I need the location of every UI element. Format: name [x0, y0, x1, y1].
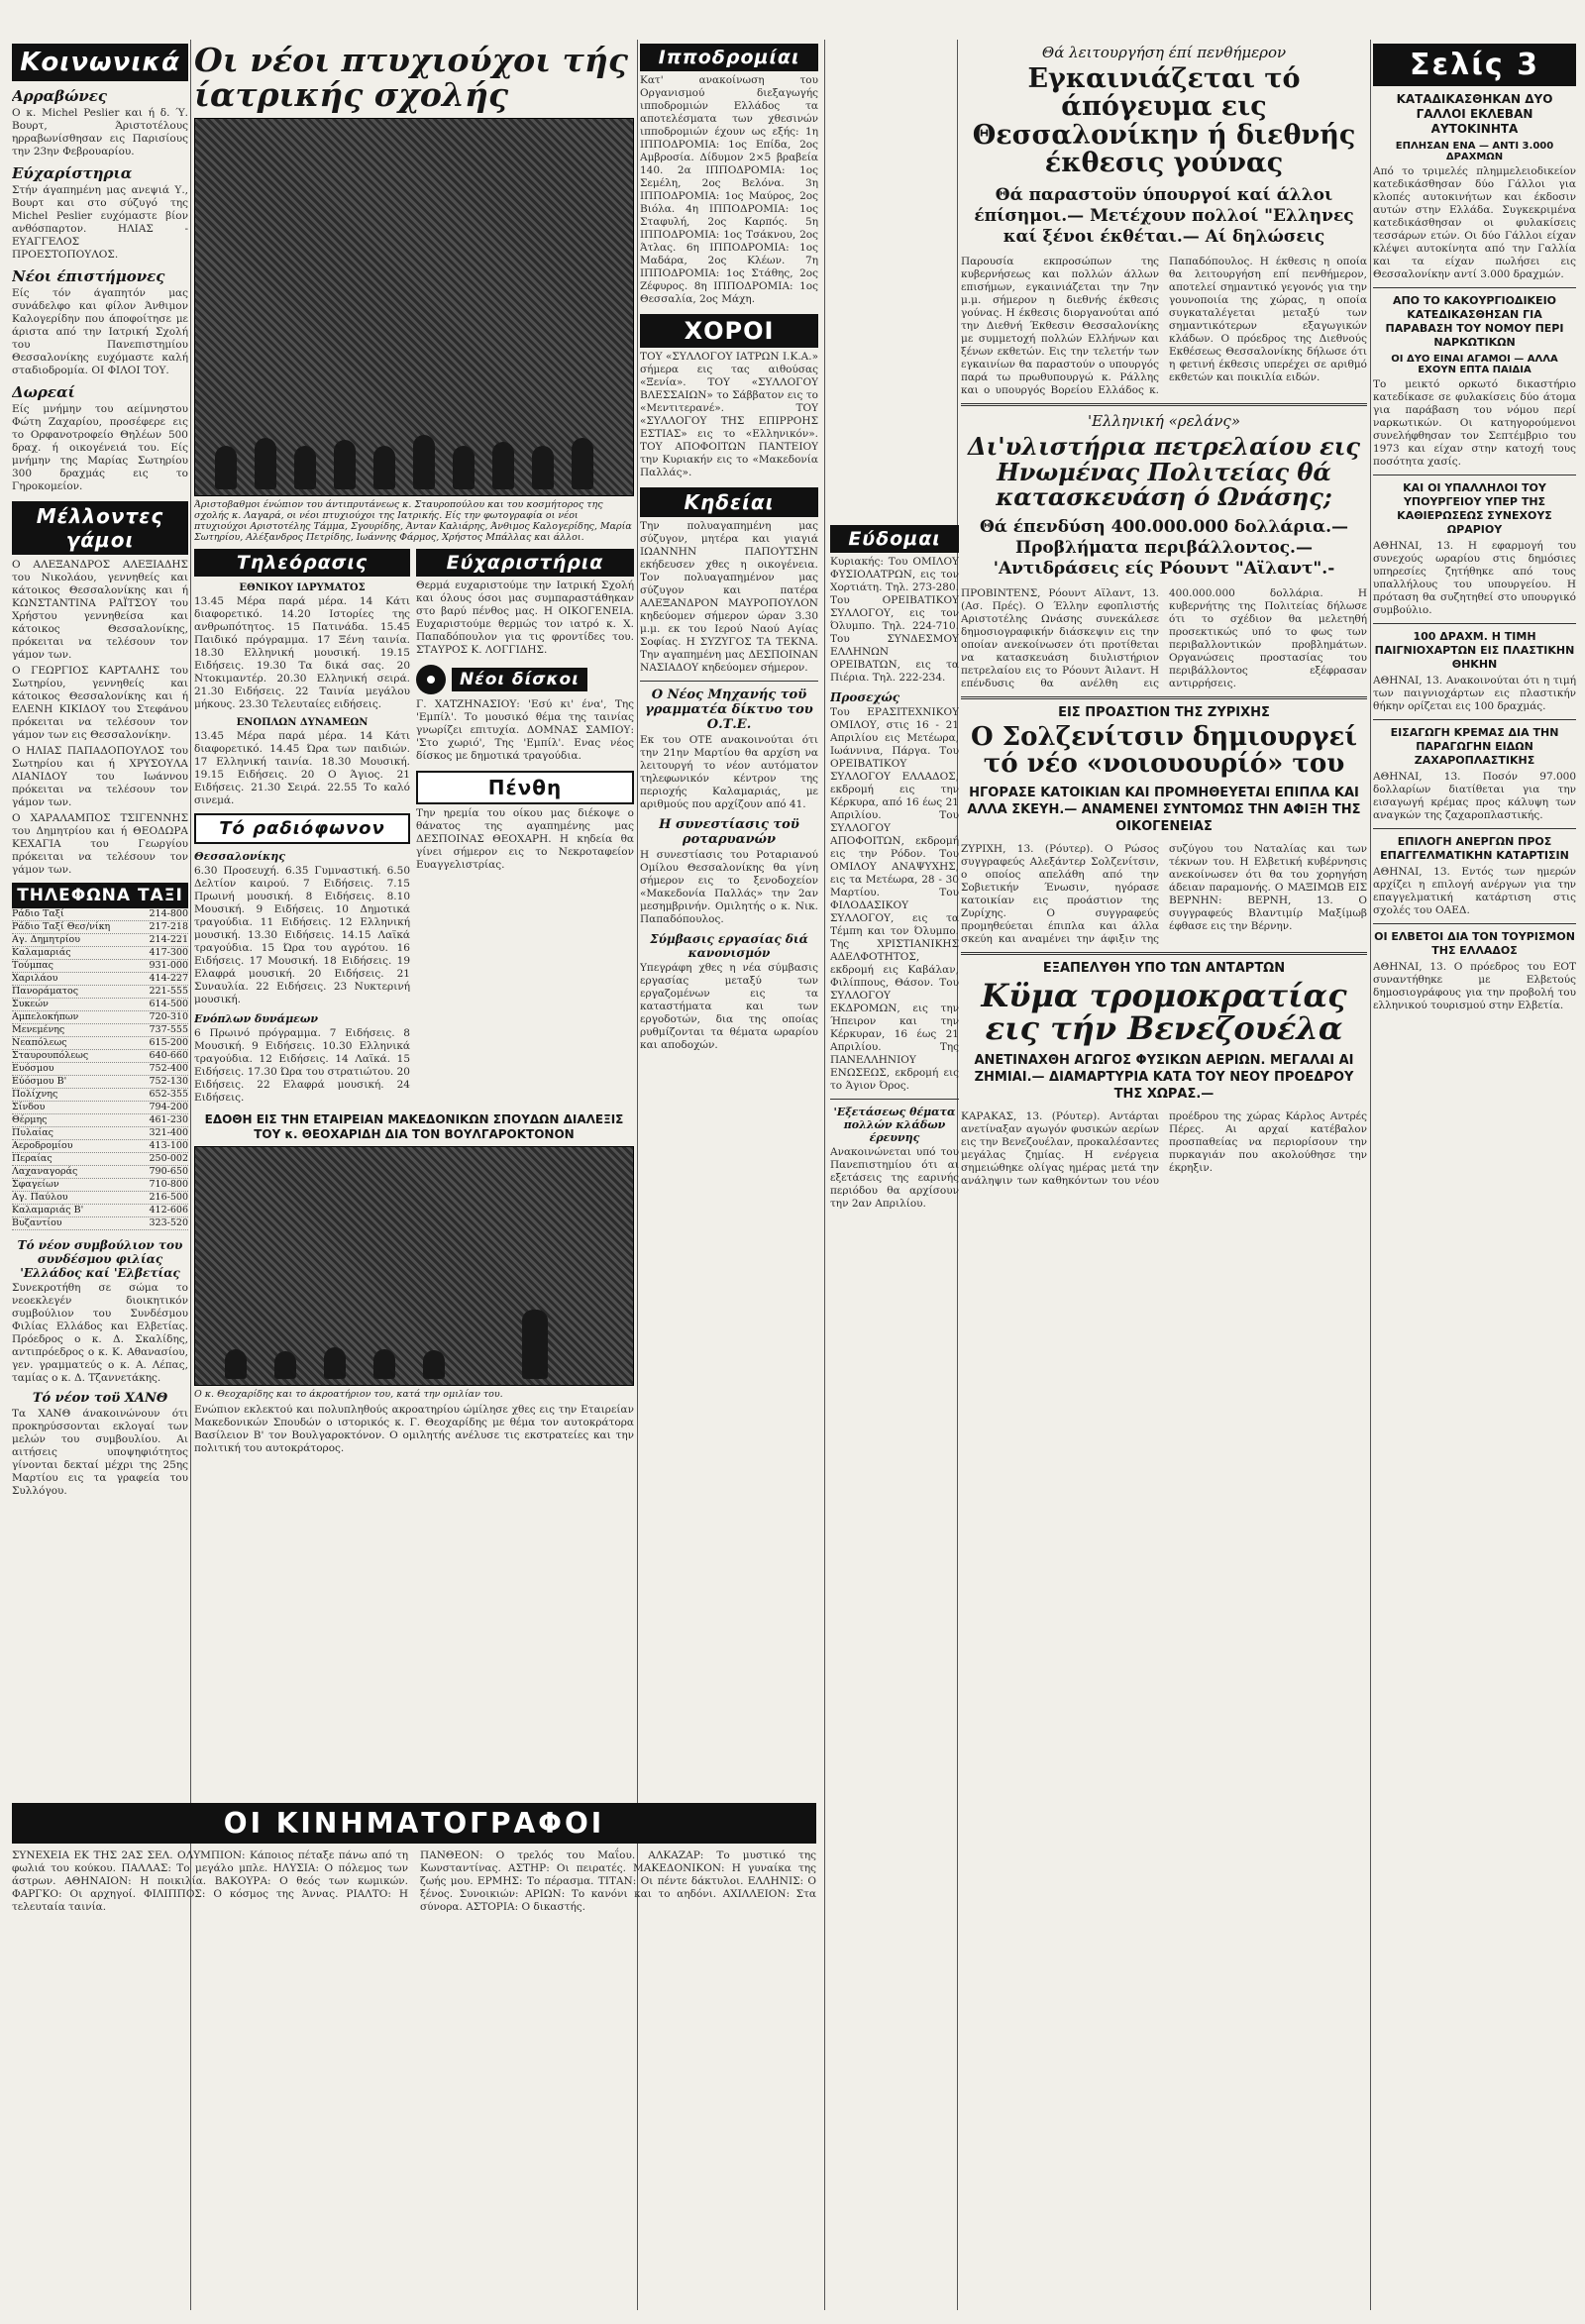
brief-headline: ΚΑΤΑΔΙΚΑΣΘΗΚΑΝ ΔΥΟ ΓΑΛΛΟΙ ΕΚΛΕΒΑΝ ΑΥΤΟΚΙΝΗΤΑ: [1396, 92, 1553, 136]
upcoming-header: Προσεχώς: [830, 690, 900, 704]
taxi-station-name: Σίνδου: [12, 1102, 46, 1112]
exams-text: Ανακοινώνεται υπό του Πανεπιστημίου ότι αι εξετάσεις της εαρινής περιόδου θα αρχίσουν την 2αν Απριλίου.: [830, 1146, 959, 1210]
fur-fair-subhead: Θά παραστοϋν ύπουργοί καί άλλοι έπίσημοι.— Μετέχουν πολλοί "Ελληνες καί ξένοι έκθέται.— Αί δηλώσεις: [974, 185, 1354, 248]
taxi-station-name: Καλαμαριάς Β': [12, 1205, 84, 1215]
taxi-phone-row: [12, 1127, 188, 1140]
labour-text: Υπεγράφη χθες η νέα σύμβασις εργασίας μεταξύ των εργαζομένων εις τα καταστήματα και των εργοδοτών, δια της οποίας ρυθμίζονται τα θέματα ωραρίου και αποδοχών.: [640, 962, 818, 1051]
section-text: Ο κ. Michel Peslier και ή δ. Ύ. Βουρτ, Άριστοτέλους ηρραβωνίσθησαν εις Παρισίους την 23ην Φεβρουαρίου.: [12, 107, 188, 158]
discs-header-row: [416, 665, 634, 694]
wedding-notice: Ο ΑΛΕΞΑΝΔΡΟΣ ΑΛΕΞΙΑΔΗΣ του Νικολάου, γεννηθείς και κάτοικος Θεσσαλονίκης και ή ΚΩΝΣΤΑΝΤΙΝΑ ΡΑΪΤΣΟΥ του Χρήστου γεννηθείσα και κάτοικος Θεσσαλονίκης, πρόκειται να τελέσουν τον γάμον των.: [12, 559, 188, 661]
taxi-station-name: Νεαπόλεως: [12, 1037, 67, 1048]
taxi-phone-number: 216-500: [149, 1192, 188, 1203]
taxi-station-name: Σταυρουπόλεως: [12, 1050, 89, 1061]
taxi-station-name: Πανοράματος: [12, 986, 79, 997]
funerals-text: Την πολυαγαπημένη μας σύζυγον, μητέρα και γιαγιά ΙΩΑΝΝΗΝ ΠΑΠΟΥΤΣΗΝ εκήδευσεν χθες η οικογένεια. Τον πολυαγαπημένον μας σύζυγον και πατέρα ΑΛΕΞΑΝΔΡΟΝ ΜΑΥΡΟΠΟΥΛΟΝ κηδεύομεν σήμερον ώραν 3.30 μ.μ. εκ του Ιερού Ναού Αγίας Σοφίας. Η ΣΥΖΥΓΟΣ ΤΑ ΤΕΚΝΑ. Την αγαπημένη μας ΔΕΣΠΟΙΝΑΝ ΝΑΣΙΑΔΟΥ κηδεύομεν σήμερον.: [640, 520, 818, 674]
onassis-kicker: 'Ελληνική «ρελάνς»: [1087, 412, 1241, 431]
taxi-station-name: Καλαμαριάς: [12, 947, 71, 958]
tv-header: Τηλεόρασις: [194, 549, 410, 577]
fur-fair-article: Παρουσία εκπροσώπων της κυβερνήσεως και πολλών άλλων επισήμων, εγκαινιάζεται την 7ην μ.μ. σήμερον η διεθνής έκθεσις γούνας. Η έκθεσις διοργανούται από την Διεθνή Έκθεσιν Θεσσαλονίκης με συμμετοχή πολλών Ελλήνων και ξένων εκθετών. Εις την τελετήν των εγκαινίων θα παραστούν ο υπουργός παρά τω πρωθυπουργώ κ. Ράλλης και ο υπουργός Βορείου Ελλάδος κ. Παπαδόπουλος. Η έκθεσις η οποία θα λειτουργήση επί πενθήμερον, αποτελεί σημαντικό γεγονός για την γουνοποιία της χώρας, η οποία συγκαταλέγεται μεταξύ των σημαντικότερων εξαγωγικών κλάδων. Ο πρόεδρος της Διεθνούς Εκθέσεως Θεσσαλονίκης δήλωσε ότι η φετινή έκθεσις υπερέχει σε αριθμό εκθετών και ποικιλία ειδών.: [961, 256, 1367, 397]
taxi-phone-number: 794-200: [149, 1102, 188, 1112]
medical-school-column: [194, 44, 634, 1787]
taxi-phone-row: [12, 1114, 188, 1127]
taxi-station-name: Ευόσμου: [12, 1063, 54, 1074]
taxi-phone-number: 250-002: [149, 1153, 188, 1164]
taxi-phone-row: [12, 1140, 188, 1153]
solzhenitsyn-headline: Ο Σολζενίτσιν δημιουργεί τό νέο «νοιουουρίό» του: [971, 721, 1357, 780]
taxi-phone-number: 414-227: [149, 973, 188, 984]
taxi-phone-row: [12, 1102, 188, 1114]
discs-text: Γ. ΧΑΤΖΗΝΑΣΙΟΥ: 'Εσύ κι' ένα', Της 'Εμπίλ'. Το μουσικό θέμα της ταινίας γνωρίζει επιτυχία. ΔΟΜΝΑΣ ΣΑΜΙΟΥ: 'Στο χωριό', Της 'Εμπίλ'. Ενας νέος δίσκος με δημοτικά τραγούδια.: [416, 698, 634, 763]
taxi-phone-number: 614-500: [149, 999, 188, 1009]
taxi-phone-number: 323-520: [149, 1217, 188, 1228]
column-rule: [824, 40, 825, 2310]
cinema-header: ΟΙ ΚΙΝΗΜΑΤΟΓΡΑΦΟΙ: [12, 1803, 816, 1844]
brief-headline: ΟΙ ΕΛΒΕΤΟΙ ΔΙΑ ΤΟΝ ΤΟΥΡΙΣΜΟΝ ΤΗΣ ΕΛΛΑΔΟΣ: [1374, 930, 1575, 957]
taxi-phone-row: [12, 934, 188, 947]
tv-station: ΕΘΝΙΚΟΥ ΙΔΡΥΜΑΤΟΣ: [239, 582, 366, 594]
taxi-station-name: Λαχαναγοράς: [12, 1166, 78, 1177]
taxi-phone-row: [12, 1076, 188, 1089]
cinema-listing-b: ΠΑΝΘΕΟΝ: Ο τρελός του Μαΐου. ΑΛΚΑΖΑΡ: Το μυστικό της Κωνσταντίνας. ΑΣΤΗΡ: Οι πειρατές. ΜΑΚΕΔΟΝΙΚΟΝ: Η γυναίκα της ζωής μου. ΕΡΜΗΣ: Το πέρασμα. ΤΙΤΑΝ: Οι πέντε δάκτυλοι. ΕΛΛΗΝΙΣ: Ο ξένος. Συνοικιών: ΑΡΙΩΝ: Το κανόνι και το αηδόνι. ΑΧΙΛΛΕΙΟΝ: Στα σύνορα. ΑΣΤΟΡΙΑ: Ο δικαστής.: [420, 1849, 816, 1913]
graduates-photo-caption: Άριστοβαθμοι ένώπιον του άντιπρυτάνεως κ. Σταυροπούλου και του κοσμήτορος της σχολής κ. Λαγαρά, οι νέοι πτυχιούχοι της Ιατρικής. Είς την φωτογραφία οι νέοι πτυχιούχοι Αριστοτέλης Τάμμα, Σγουρίδης, Άνταν Καλιάρης, Άνθιμος Καλογερίδης, Μαρία Σωτηρίου, Αλέξανδρος Πετρίδης, Ιωάννης Φάρμος, Χρήστος Μπάλλας και άλλοι.: [194, 499, 632, 544]
brief-text: ΑΘΗΝΑΙ, 13. Εντός των ημερών αρχίζει η επιλογή ανέργων για την επαγγελματική κατάρτιση στις σχολές του ΟΑΕΔ.: [1373, 866, 1576, 916]
venezuela-subhead: ΑΝΕΤΙΝΑΧΘΗ ΑΓΩΓΟΣ ΦΥΣΙΚΩΝ ΑΕΡΙΩΝ. ΜΕΓΑΛΑΙ ΑΙ ΖΗΜΙΑΙ.— ΔΙΑΜΑΡΤΥΡΙΑ ΚΑΤΑ ΤΟΥ ΝΕΟΥ ΠΡΟΕΔΡΟΥ ΤΗΣ ΧΩΡΑΣ.—: [974, 1052, 1354, 1102]
taxi-phone-row: [12, 921, 188, 934]
taxi-station-name: Αεροδρομίου: [12, 1140, 73, 1151]
taxi-phone-row: [12, 1166, 188, 1179]
brief-headline: 100 ΔΡΑΧΜ. Η ΤΙΜΗ ΠΑΙΓΝΙΟΧΑΡΤΩΝ ΕΙΣ ΠΛΑΣΤΙΚΗΝ ΘΗΚΗΝ: [1374, 630, 1575, 671]
taxi-phone-row: [12, 1063, 188, 1076]
taxi-phone-number: 790-650: [149, 1166, 188, 1177]
taxi-station-name: Χαριλάου: [12, 973, 58, 984]
brief-text: ΑΘΗΝΑΙ, 13. Ανακοινούται ότι η τιμή των παιγνιοχάρτων εις πλαστικήν θήκην ορίζεται εις 100 δραχμάς.: [1373, 675, 1576, 712]
taxi-phones-list: [12, 908, 188, 1230]
taxi-phone-row: [12, 999, 188, 1011]
taxi-phone-number: 217-218: [149, 921, 188, 932]
taxi-phone-number: 640-660: [149, 1050, 188, 1061]
club-header: Τό νέον συμβούλιον του συνδέσμου φιλίας 'Ελλάδος καί 'Ελβετίας: [17, 1238, 183, 1280]
taxi-station-name: Αμπελοκήπων: [12, 1011, 79, 1022]
lecture-text: Ενώπιον εκλεκτού και πολυπληθούς ακροατηρίου ώμίλησε χθες εις την Εταιρείαν Μακεδονικών Σπουδών ο ιστορικός κ. Γ. Θεοχαρίδης με θέμα τον αυτοκράτορα Βασίλειον Β' τον Βουλγαροκτόνον. Ο ομιλητής ανέλυσε τις εκστρατείες και την πολιτική του αυτοκράτορος.: [194, 1404, 634, 1455]
racing-header: Ιπποδρομίαι: [640, 44, 818, 71]
lecture-headline: ΕΔΟΘΗ ΕΙΣ ΤΗΝ ΕΤΑΙΡΕΙΑΝ ΜΑΚΕΔΟΝΙΚΩΝ ΣΠΟΥΔΩΝ ΔΙΑΛΕΞΙΣ ΤΟΥ κ. ΘΕΟΧΑΡΙΔΗ ΔΙΑ ΤΟΝ ΒΟΥΛΓΑΡΟΚΤΟΝΟΝ: [204, 1112, 624, 1142]
taxi-phone-number: 720-310: [149, 1011, 188, 1022]
taxi-phone-number: 412-606: [149, 1205, 188, 1215]
ote-text: Εκ του ΟΤΕ ανακοινούται ότι την 21ην Μαρτίου θα αρχίση να λειτουργή το νέον αυτόματον τηλεφωνικόν κέντρον της περιοχής Καλαμαριάς, με αριθμούς που αρχίζουν από 41.: [640, 734, 818, 810]
taxi-phone-number: 214-800: [149, 908, 188, 919]
taxi-phone-row: [12, 986, 188, 999]
condolences-text: Την ηρεμία του οίκου μας διέκοψε ο θάνατος της αγαπημένης μας ΔΕΣΠΟΙΝΑΣ ΘΕΟΧΑΡΗ. Η κηδεία θα γίνει σήμερον εις το Νεκροταφείον Ευαγγελιστρίας.: [416, 807, 634, 872]
condolences-header: Πένθη: [416, 771, 634, 804]
main-news-column: [961, 44, 1367, 2312]
venezuela-headline: Κϋμα τρομοκρατίας εις τήν Βενεζουέλα: [981, 976, 1347, 1048]
taxi-station-name: Πυλαίας: [12, 1127, 53, 1138]
column-rule: [1370, 40, 1371, 2310]
brief-headline: ΕΙΣΑΓΩΓΗ ΚΡΕΜΑΣ ΔΙΑ ΤΗΝ ΠΑΡΑΓΩΓΗΝ ΕΙΔΩΝ ΖΑΧΑΡΟΠΛΑΣΤΙΚΗΣ: [1390, 726, 1559, 767]
events-column: [640, 44, 818, 1787]
brief-text: Το μεικτό ορκωτό δικαστήριο κατεδίκασε σε φυλακίσεις δύο άτομα για παράβαση του νόμου περί ναρκωτικών. Οι κατηγορούμενοι συνελήφθησαν τον Σεπτέμβριο του 1973 και είχαν στην κατοχή τους ποσότητα χασίς.: [1373, 378, 1576, 468]
weddings-header: Μέλλοντες γάμοι: [12, 501, 188, 555]
taxi-phone-row: [12, 973, 188, 986]
tv-station: ΕΝΟΠΛΩΝ ΔΥΝΑΜΕΩΝ: [236, 717, 369, 729]
xanth-header: Τό νέον τοϋ ΧΑΝΘ: [32, 1391, 168, 1406]
section-text: Είς μνήμην του αείμνηστου Φώτη Ζαχαρίου, προσέφερε εις το Ορφανοτροφείο Θηλέων 500 δραχ. ή οικογένειά του. Είς μνήμην της Μαρίας Σωτηρίου 300 δραχμάς εις το Γηροκομείον.: [12, 403, 188, 492]
page-number-badge: Σελίς 3: [1373, 44, 1576, 86]
brief-headline: ΚΑΙ ΟΙ ΥΠΑΛΛΗΛΟΙ ΤΟΥ ΥΠΟΥΡΓΕΙΟΥ ΥΠΕΡ ΤΗΣ ΚΑΘΙΕΡΩΣΕΩΣ ΣΥΝΕΧΟΥΣ ΩΡΑΡΙΟΥ: [1397, 481, 1552, 536]
taxi-phone-number: 737-555: [149, 1024, 188, 1035]
taxi-phone-number: 321-400: [149, 1127, 188, 1138]
section-text: Είς τόν άγαπητόν μας συνάδελφο και φίλον Άνθιμον Καλογερίδην που άποφοίτησε με άριστα από την Ιατρική Σχολή του Πανεπιστημίου Θεσσαλονίκης ευχόμαστε καλή σταδιοδρομία. ΟΙ ΦΙΛΟΙ ΤΟΥ.: [12, 287, 188, 376]
taxi-station-name: Ράδιο Ταξί: [12, 908, 64, 919]
graduates-photo: [194, 118, 634, 496]
fur-fair-headline: Εγκαινιάζεται τό άπόγευμα εις Θεσσαλονίκην ή διεθνής έκθεσις γούνας: [972, 63, 1356, 179]
tv-block: [194, 549, 410, 1105]
taxi-phone-number: 652-355: [149, 1089, 188, 1100]
brief-subhead: ΕΠΛΗΣΑΝ ΕΝΑ — ΑΝΤΙ 3.000 ΔΡΑΧΜΩΝ: [1395, 141, 1554, 162]
graduates-headline: Οι νέοι πτυχιούχοι τής ίατρικής σχολής: [194, 44, 628, 114]
onassis-article: ΠΡΟΒΙΝΤΕΝΣ, Ρόουντ Αϊλαντ, 13. (Ασ. Πρές). Ο Έλλην εφοπλιστής Αριστοτέλης Ωνάσης συνεκάλεσε δημοσιογραφικήν διάσκεψιν εις την οποίαν ανεκοίνωσεν ότι προτίθεται να κατασκευάση διυλιστήριον πετρελαίου εις το Ρόουντ Άιλαντ. Η επένδυσις θα ανέλθη εις 400.000.000 δολλάρια. Η κυβερνήτης της Πολιτείας δήλωσε ότι το σχέδιον θα μελετηθή προσεκτικώς υπό το φως των περιβαλλοντικών προβλημάτων. Οργανώσεις προστασίας του περιβάλλοντος εξέφρασαν αντιρρήσεις.: [961, 586, 1367, 689]
xanth-text: Τα ΧΑΝΘ άνακοινώνουν ότι προκηρύσσονται εκλογαί των μελών του συμβουλίου. Αι αιτήσεις υποψηφιότητος γίνονται δεκταί μέχρι της 25ης Μαρτίου εις τα γραφεία του Συλλόγου.: [12, 1408, 188, 1497]
funerals-header: Κηδείαι: [640, 487, 818, 517]
excursions-text: Κυριακής: Του ΟΜΙΛΟΥ ΦΥΣΙΟΛΑΤΡΩΝ, εις τον Χορτιάτη. Τηλ. 273-280. Του ΟΡΕΙΒΑΤΙΚΟΥ ΣΥΛΛΟΓΟΥ, εις τον Όλυμπο. Τηλ. 224-710. Του ΣΥΝΔΕΣΜΟΥ ΕΛΛΗΝΩΝ ΟΡΕΙΒΑΤΩΝ, εις τα Πιέρια. Τηλ. 222-234.: [830, 556, 959, 684]
wedding-notice: Ο ΗΛΙΑΣ ΠΑΠΑΔΟΠΟΥΛΟΣ του Σωτηρίου και ή ΧΡΥΣΟΥΛΑ ΛΙΑΝΙΔΟΥ του Ιωάννου πρόκειται να τελέσουν τον γάμον των.: [12, 745, 188, 808]
wedding-notice: Ο ΧΑΡΑΛΑΜΠΟΣ ΤΣΙΓΕΝΝΗΣ του Δημητρίου και ή ΘΕΟΔΩΡΑ ΚΕΧΑΓΙΑ του Γεωργίου πρόκειται να τελέσουν τον γάμον των.: [12, 812, 188, 876]
cinema-listing-a: ΣΥΝΕΧΕΙΑ ΕΚ ΤΗΣ 2ΑΣ ΣΕΛ. ΟΛΥΜΠΙΟΝ: Κάποιος πέταξε πάνω από τη φωλιά του κούκου. ΠΑΛΛΑΣ: Το μεγάλο μπλε. ΗΛΥΣΙΑ: Ο πόλεμος των άστρων. ΑΘΗΝΑΙΟΝ: Η ποικιλία. ΒΑΚΟΥΡΑ: Ο θεός των κωμικών. ΦΑΡΓΚΟ: Οι αρχηγοί. ΦΙΛΙΠΠΟΣ: Ο κόσμος της Άννας. ΡΙΑΛΤΟ: Η τελευταία ταινία.: [12, 1849, 408, 1913]
taxi-station-name: Ράδιο Ταξί Θεσ/νίκη: [12, 921, 111, 932]
club-text: Συνεκροτήθη σε σώμα το νεοεκλεγέν διοικητικόν συμβούλιον του Συνδέσμου Φιλίας Ελλάδος και Ελβετίας. Πρόεδρος ο κ. Δ. Σκαλίδης, αντιπρόεδρος ο κ. Κ. Αθανασίου, γεν. γραμματεύς ο κ. Α. Λέπας, ταμίας ο κ. Δ. Τζαννετάκης.: [12, 1282, 188, 1384]
taxi-phone-row: [12, 960, 188, 973]
taxi-phone-number: 461-230: [149, 1114, 188, 1125]
solzhenitsyn-subhead: ΗΓΟΡΑΣΕ ΚΑΤΟΙΚΙΑΝ ΚΑΙ ΠΡΟΜΗΘΕΥΕΤΑΙ ΕΠΙΠΛΑ ΚΑΙ ΑΛΛΑ ΣΚΕΥΗ.— ΑΝΑΜΕΝΕΙ ΣΥΝΤΟΜΩΣ ΤΗΝ ΑΦΙΞΗ ΤΗΣ ΟΙΚΟΓΕΝΕΙΑΣ: [967, 785, 1361, 834]
briefs-column: [1373, 44, 1576, 2312]
taxi-phone-number: 615-200: [149, 1037, 188, 1048]
dances-header: ΧΟΡΟΙ: [640, 314, 818, 348]
taxi-phone-row: [12, 1192, 188, 1205]
taxi-station-name: Τούμπας: [12, 960, 53, 971]
taxi-station-name: Πολίχνης: [12, 1089, 58, 1100]
section-text: Στήν άγαπημένη μας ανεψιά Υ., Βουρτ και στο σύζυγό της Michel Peslier ευχόμαστε βίον ανθόσπαρτον. ΗΛΙΑΣ - ΕΥΑΓΓΕΛΟΣ ΠΡΟΕΣΤΟΠΟΥΛΟΣ.: [12, 184, 188, 261]
lecture-photo: [194, 1146, 634, 1386]
taxi-phone-row: [12, 947, 188, 960]
cinema-block: [12, 1803, 816, 2308]
exams-header: 'Εξετάσεως θέματα πολλών κλάδων έρευνης: [833, 1106, 956, 1144]
thanks-block: [416, 549, 634, 1105]
venezuela-article: ΚΑΡΑΚΑΣ, 13. (Ρόυτερ). Αντάρται ανετίναξαν αγωγόν φυσικών αερίων εις την Βενεζουέλαν, προκαλέσαντες μεγάλας ζημίας. Η ενέργεια σημειώθηκε ολίγας ημέρας μετά την ανάληψιν των καθηκόντων του νέου προέδρου της χώρας Κάρλος Αντρές Πέρες. Αι αρχαί κατέβαλον προσπαθείας να περιορίσουν την πυρκαγιάν που ακολούθησε την έκρηξιν.: [961, 1109, 1367, 1187]
brief-headline: ΕΠΙΛΟΓΗ ΑΝΕΡΓΩΝ ΠΡΟΣ ΕΠΑΓΓΕΛΜΑΤΙΚΗΝ ΚΑΤΑΡΤΙΣΙΝ: [1380, 835, 1569, 862]
racing-results: Κατ' ανακοίνωση του Οργανισμού διεξαγωγής ιπποδρομιών Ελλάδος τα αποτελέσματα των χθεσινών ιπποδρομιών έχουν ως εξής: 1η ΙΠΠΟΔΡΟΜΙΑ: 1ος Επίδα, 2ος Αμβροσία. Δίδυμον 2×5 βραβεία 140. 2α ΙΠΠΟΔΡΟΜΙΑ: 1ος Σεμέλη, 2ος Βελόνα. 3η ΙΠΠΟΔΡΟΜΙΑ: 1ος Μαύρος, 2ος Βιόλα. 4η ΙΠΠΟΔΡΟΜΙΑ: 1ος Σταφυλή, 2ος Καρπός. 5η ΙΠΠΟΔΡΟΜΙΑ: 1ος Τσάκνου, 2ος Άτλας. 6η ΙΠΠΟΔΡΟΜΙΑ: 1ος Μαδάρα, 2ος Κλέων. 7η ΙΠΠΟΔΡΟΜΙΑ: 1ος Στάθης, 2ος Ζέφυρος. 8η ΙΠΠΟΔΡΟΜΙΑ: 1ος Θεσσαλία, 2ος Μάχη.: [640, 74, 818, 305]
section-title: Νέοι έπιστήμονες: [12, 267, 165, 285]
taxi-phone-row: [12, 1037, 188, 1050]
record-disk-icon: [416, 665, 446, 694]
taxi-station-name: Αγ. Παύλου: [12, 1192, 68, 1203]
weddings-text: [12, 559, 188, 877]
taxi-phone-row: [12, 1011, 188, 1024]
radio-station: Ενόπλων δυνάμεων: [194, 1012, 318, 1026]
radio-schedule: 6 Πρωινό πρόγραμμα. 7 Ειδήσεις. 8 Μουσική. 9 Ειδήσεις. 10.30 Ελληνικά τραγούδια. 12 Ειδήσεις. 14 Λαϊκά. 15 Ειδήσεις. 17.30 Ώρα του στρατιώτου. 20 Ειδήσεις. 22 Ελαφρά μουσική. 24 Ειδήσεις.: [194, 1027, 410, 1105]
taxi-station-name: Συκεών: [12, 999, 49, 1009]
society-column: [12, 44, 188, 1787]
excursions-column: [830, 525, 959, 1783]
taxi-phone-number: 221-555: [149, 986, 188, 997]
brief-subhead: ΟΙ ΔΥΟ ΕΙΝΑΙ ΑΓΑΜΟΙ — ΑΛΛΑ ΕΧΟΥΝ ΕΠΤΑ ΠΑΙΔΙΑ: [1391, 354, 1558, 375]
cinema-listings: [12, 1849, 816, 1914]
taxi-station-name: Περαίας: [12, 1153, 53, 1164]
taxi-phone-number: 752-130: [149, 1076, 188, 1087]
fur-fair-kicker: Θά λειτουργήση έπί πενθήμερον: [1041, 44, 1287, 61]
brief-text: ΑΘΗΝΑΙ, 13. Ποσόν 97.000 δολλαρίων διατίθεται για την εισαγωγή κρέμας προς κάλυψη των αναγκών της ζαχαροπλαστικής.: [1373, 771, 1576, 821]
solzhenitsyn-article: ΖΥΡΙΧΗ, 13. (Ρόυτερ). Ο Ρώσος συγγραφεύς Αλεξάντερ Σολζενίτσιν, ο οποίος απελάθη από την Σοβιετικήν Ένωσιν, ηγόρασε κατοικίαν εις προάστιον της Ζυρίχης. Ο συγγραφεύς προμηθεύεται έπιπλα και άλλα σκεύη και αναμένει την άφιξιν της συζύγου του Ναταλίας και των τέκνων του. Η Ελβετική κυβέρνησις ανεκοίνωσεν ότι θα του χορηγήση άδειαν παραμονής. Ο ΜΑΞΙΜΩΒ ΕΙΣ ΒΕΡΝΗΝ: ΒΕΡΝΗ, 13. Ο συγγραφεύς Βλαντιμίρ Μαξίμωβ έφθασε εις την Βέρνην.: [961, 842, 1367, 945]
taxi-phone-row: [12, 1050, 188, 1063]
taxi-phone-row: [12, 1024, 188, 1037]
taxi-phone-number: 413-100: [149, 1140, 188, 1151]
tv-thanks-row: [194, 549, 634, 1105]
taxi-phone-number: 752-400: [149, 1063, 188, 1074]
taxi-phone-row: [12, 1153, 188, 1166]
taxi-phone-number: 214-221: [149, 934, 188, 945]
radio-schedule: 6.30 Προσευχή. 6.35 Γυμναστική. 6.50 Δελτίον καιρού. 7 Ειδήσεις. 7.15 Πρωινή μουσική. 8 Ειδήσεις. 8.10 Μουσική. 9 Ειδήσεις. 10 Δημοτικά τραγούδια. 11 Ειδήσεις. 12 Ελληνική μουσική. 13.30 Ειδήσεις. 14.15 Λαϊκά τραγούδια. 15 Ώρα του αγρότου. 16 Ειδήσεις. 17 Μουσική. 18 Ειδήσεις. 19 Ελαφρά μουσική. 20 Ειδήσεις. 21 Συναυλία. 22 Ειδήσεις. 23 Νυκτερινή μουσική.: [194, 865, 410, 1006]
ote-header: Ο Νέος Μηχανής τοϋ γραμματέα δίκτυο του Ο.Τ.Ε.: [645, 687, 813, 732]
taxi-station-name: Μενεμένης: [12, 1024, 65, 1035]
dances-text: ΤΟΥ «ΣΥΛΛΟΓΟΥ ΙΑΤΡΩΝ Ι.Κ.Α.» σήμερα εις τας αιθούσας «Ξενία». ΤΟΥ «ΣΥΛΛΟΓΟΥ ΒΛΕΣΣΑΙΩΝ» το Σάββατον εις το «Μεντιτερανέ». ΤΟΥ «ΣΥΛΛΟΓΟΥ ΤΗΣ ΕΠΙΡΡΟΗΣ ΕΣΤΙΑΣ» εις το «Ελληνικόν». ΤΟΥ ΑΠΟΦΟΙΤΩΝ ΠΑΝΤΕΙΟΥ την Κυριακήν εις το «Μακεδονία Παλλάς».: [640, 351, 818, 478]
section-title: Δωρεαί: [12, 383, 75, 401]
tv-schedule: 13.45 Μέρα παρά μέρα. 14 Κάτι διαφορετικό. 14.20 Ιστορίες της ανθρωπότητος. 15 Πατινάδα. 15.45 Παιδικό πρόγραμμα. 17 Ξένη ταινία. 18.30 Ελληνική μουσική. 19.15 Ειδήσεις. 19.30 Τα δικά σας. 20 Ντοκιμαντέρ. 20.30 Ελληνική σειρά. 21.30 Ειδήσεις. 22 Ταινία μεγάλου μήκους. 23.30 Τελευταίες ειδήσεις.: [194, 595, 410, 711]
wedding-notice: Ο ΓΕΩΡΓΙΟΣ ΚΑΡΤΑΛΗΣ του Σωτηρίου, γεννηθείς και κάτοικος Θεσσαλονίκης και ή ΕΛΕΝΗ ΚΙΚΙΔΟΥ του Στεφάνου πρόκειται να τελέσουν τον γάμον των εις Θεσσαλονίκην.: [12, 665, 188, 741]
labour-header: Σύμβασις εργασίας διά κανονισμόν: [650, 932, 808, 960]
taxi-station-name: Εύόσμου Β': [12, 1076, 67, 1087]
discs-header: Νέοι δίσκοι: [452, 668, 587, 691]
taxi-phone-number: 931-000: [149, 960, 188, 971]
brief-headline: ΑΠΟ ΤΟ ΚΑΚΟΥΡΓΙΟΔΙΚΕΙΟ ΚΑΤΕΔΙΚΑΣΘΗΣΑΝ ΓΙΑ ΠΑΡΑΒΑΣΗ ΤΟΥ ΝΟΜΟΥ ΠΕΡΙ ΝΑΡΚΩΤΙΚΩΝ: [1385, 294, 1564, 349]
taxi-phone-row: [12, 908, 188, 921]
lecture-photo-caption: Ο κ. Θεοχαρίδης και το άκροατήριον του, κατά την ομιλίαν του.: [194, 1389, 503, 1401]
section-title: Εύχαρίστηρια: [12, 164, 133, 182]
brief-text: ΑΘΗΝΑΙ, 13. Η εφαρμογή του συνεχούς ωραρίου στις δημόσιες υπηρεσίες ζητήθηκε από τους υπαλλήλους του υπουργείου. Η πρόταση θα συζητηθεί στο υπουργικό συμβούλιο.: [1373, 540, 1576, 616]
society-header: Κοινωνικά: [12, 44, 188, 81]
brief-text: Από το τριμελές πλημμελειοδικείον κατεδικάσθησαν δύο Γάλλοι για κλοπές αυτοκινήτων και έκδοσιν αυτών στην Ελλάδα. Συγκεκριμένα κατεδικάσθησαν οι φυλακίσεις τεσσάρων ετών. Οι δύο Γάλλοι είχαν κλέψει αυτοκίνητα από την Γαλλία και τα είχαν πωλήσει εις Θεσσαλονίκην αντί 3.000 δραχμών.: [1373, 165, 1576, 280]
thanks-text: Θερμά ευχαριστούμε την Ιατρική Σχολή και όλους όσοι μας συμπαραστάθηκαν στο βαρύ πένθος μας. Η ΟΙΚΟΓΕΝΕΙΑ. Ευχαριστούμε θερμώς τον ιατρό κ. Χ. Παπαδόπουλον για τις φροντίδες του. ΣΤΑΥΡΟΣ Κ. ΛΟΓΓΙΔΗΣ.: [416, 580, 634, 657]
upcoming-text: Του ΕΡΑΣΙΤΕΧΝΙΚΟΥ ΟΜΙΛΟΥ, στις 16 - 21 Απριλίου εις Μετέωρα, Ιωάννινα, Πάργα. Του ΟΡΕΙΒΑΤΙΚΟΥ ΣΥΛΛΟΓΟΥ ΕΛΛΑΔΟΣ, εκδρομή εις την Κέρκυρα, από 16 έως 21 Απριλίου. Του ΣΥΛΛΟΓΟΥ ΑΠΟΦΟΙΤΩΝ, εκδρομή εις την Ρόδον. Του ΟΜΙΛΟΥ ΑΝΑΨΥΧΗΣ, εις τα Μετέωρα, 28 - 30 Μαρτίου. Του ΦΙΛΟΔΑΣΙΚΟΥ ΣΥΛΛΟΓΟΥ, εις τα Τέμπη και τον Όλυμπο. Της ΧΡΙΣΤΙΑΝΙΚΗΣ ΑΔΕΛΦΟΤΗΤΟΣ, εκδρομή εις Καβάλαν, Φιλίππους, Θάσον. Του ΣΥΛΛΟΓΟΥ ΕΚΔΡΟΜΩΝ, εις την Ήπειρον και την Κέρκυραν, 16 έως 21 Απριλίου. Της ΠΑΝΕΛΛΗΝΙΟΥ ΕΝΩΣΕΩΣ, εκδρομή εις το Άγιον Όρος.: [830, 706, 959, 1092]
thanks-header: Εύχαριστήρια: [416, 549, 634, 577]
taxi-phone-number: 710-800: [149, 1179, 188, 1190]
radio-header: Τό ραδιόφωνον: [194, 813, 410, 844]
onassis-subhead: Θά έπενδύση 400.000.000 δολλάρια.— Προβλήματα περιβάλλοντος.— 'Αντιδράσεις είς Ρόουντ "Αϊλαντ".-: [979, 516, 1348, 579]
excursions-header: Εύδομαι: [830, 525, 959, 553]
taxi-station-name: Θέρμης: [12, 1114, 48, 1125]
taxi-station-name: Σφαγείων: [12, 1179, 59, 1190]
brief-text: ΑΘΗΝΑΙ, 13. Ο πρόεδρος του ΕΟΤ συναντήθηκε με Ελβετούς δημοσιογράφους για την προβολή του ελληνικού τουρισμού στην Ελβετία.: [1373, 961, 1576, 1011]
taxi-phone-row: [12, 1217, 188, 1230]
radio-station: Θεσσαλονίκης: [194, 850, 285, 864]
taxi-phone-row: [12, 1205, 188, 1217]
rotary-text: Η συνεστίασις του Ροταριανού Ομίλου Θεσσαλονίκης θα γίνη σήμερον εις το ξενοδοχείον «Μακεδονία Παλλάς» την 2αν μεσημβρινήν. Ομιλητής ο κ. Νικ. Παπαδόπουλος.: [640, 849, 818, 925]
venezuela-kicker: ΕΞΑΠΕΛΥΘΗ ΥΠΟ ΤΩΝ ΑΝΤΑΡΤΩΝ: [1042, 960, 1286, 976]
section-title: Αρραβώνες: [12, 87, 108, 105]
taxi-station-name: Βυζαντίου: [12, 1217, 62, 1228]
taxi-phone-row: [12, 1179, 188, 1192]
taxi-station-name: Αγ. Δημητρίου: [12, 934, 81, 945]
rotary-header: Η συνεστίασις τοϋ ροταρυανών: [659, 817, 799, 847]
taxi-phone-row: [12, 1089, 188, 1102]
taxi-phone-number: 417-300: [149, 947, 188, 958]
tv-schedule: 13.45 Μέρα παρά μέρα. 14 Κάτι διαφορετικό. 14.45 Ώρα των παιδιών. 17 Ελληνική ταινία. 18.30 Μουσική. 19.15 Ειδήσεις. 20 Ο Άγιος. 21 Ειδήσεις. 21.30 Σειρά. 22.55 Το καλό σινεμά.: [194, 730, 410, 807]
onassis-headline: Δι'υλιστήρια πετρελαίου εις Ηνωμένας Πολιτείας θά κατασκευάση ό Ωνάσης;: [968, 432, 1360, 511]
taxi-phones-header: ΤΗΛΕΦΩΝΑ ΤΑΞΙ: [12, 883, 188, 908]
solzhenitsyn-kicker: ΕΙΣ ΠΡΟΑΣΤΙΟΝ ΤΗΣ ΖΥΡΙΧΗΣ: [1058, 704, 1270, 720]
